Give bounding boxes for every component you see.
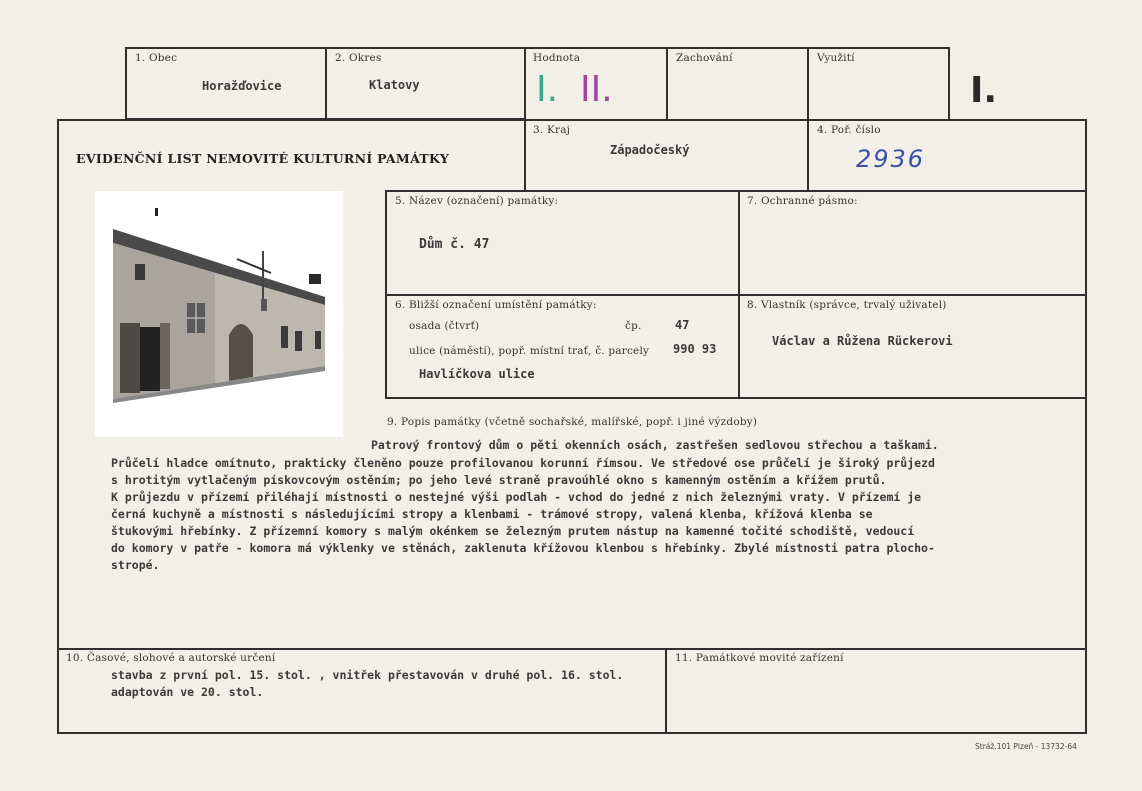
nazev-label: 5. Název (označení) památky: xyxy=(395,195,559,207)
por-cislo-value: 2936 xyxy=(856,145,926,173)
rule xyxy=(385,397,1085,399)
rule xyxy=(57,119,1087,121)
popis-label: 9. Popis památky (včetně sochařské, malířské, popř. i jiné výzdoby) xyxy=(387,416,758,428)
rule xyxy=(385,190,1085,192)
rule xyxy=(325,47,327,119)
rule xyxy=(524,119,526,191)
ochranne-pasmo-label: 7. Ochranné pásmo: xyxy=(747,195,858,207)
kraj-label: 3. Kraj xyxy=(533,124,571,136)
kraj-value: Západočeský xyxy=(610,143,690,157)
rule xyxy=(666,47,668,119)
por-cislo-label: 4. Poř. číslo xyxy=(817,124,881,136)
vlastnik-label: 8. Vlastník (správce, trvalý uživatel) xyxy=(747,299,947,311)
rule xyxy=(57,732,1087,734)
osada-label: osada (čtvrť) xyxy=(409,320,480,332)
popis-line: stropé. xyxy=(111,558,160,572)
popis-line: Patrový frontový dům o pěti okenních osách, zastřešen sedlovou střechou a taškami. xyxy=(371,438,939,452)
urceni-line: adaptován ve 20. stol. xyxy=(111,685,264,699)
popis-line: Průčelí hladce omítnuto, prakticky členěno pouze profilovanou korunní římsou. Ve středové ose průčelí je široký průjezd xyxy=(111,456,935,470)
popis-line: do komory v patře - komora má výklenky ve stěnách, zaklenuta křížovou klenbou s hřebínky. Zbylé místnosti patra plocho- xyxy=(111,541,935,555)
rule xyxy=(125,47,949,49)
obec-value: Horažďovice xyxy=(202,79,282,93)
rule xyxy=(385,294,1085,296)
hodnota-value-1: I. xyxy=(536,69,559,110)
movite-zarizeni-label: 11. Památkové movité zařízení xyxy=(675,652,844,664)
rule xyxy=(57,119,59,733)
corner-mark: I. xyxy=(970,70,998,111)
popis-line: černá kuchyně a místnosti s následujícími stropy a klenbami - trámové stropy, valená klenba, křížová klenba se xyxy=(111,507,873,521)
ulice-label: ulice (náměstí), popř. místní trať, č. parcely xyxy=(409,345,650,357)
zachovani-label: Zachování xyxy=(676,52,733,64)
cp-value: 47 xyxy=(675,318,690,332)
parcela-value: 990 93 xyxy=(673,342,717,356)
nazev-value: Dům č. 47 xyxy=(419,237,490,252)
rule xyxy=(807,119,809,191)
rule xyxy=(57,648,1087,650)
popis-line: s hrotitým vytlačeným pískovcovým ostěním; po jeho levé straně pravoúhlé okno s kamenným ostěním a křížem prutů. xyxy=(111,473,887,487)
print-footer: Stráž.101 Plzeň - 13732-64 xyxy=(975,742,1077,751)
page-title: EVIDENČNÍ LIST NEMOVITÉ KULTURNÍ PAMÁTKY xyxy=(76,151,450,166)
okres-label: 2. Okres xyxy=(335,52,382,64)
hodnota-value-2: II. xyxy=(580,69,613,110)
ulice-value: Havlíčkova ulice xyxy=(419,367,535,381)
vlastnik-value: Václav a Růžena Rückerovi xyxy=(772,334,953,348)
hodnota-label: Hodnota xyxy=(533,52,581,64)
rule xyxy=(948,47,950,119)
popis-line: K průjezdu v přízemí přiléhají místnosti o nestejné výši podlah - vchod do jedné z nich železnými vraty. V přízemí je xyxy=(111,490,922,504)
vyuziti-label: Využití xyxy=(817,52,855,64)
urceni-label: 10. Časové, slohové a autorské určení xyxy=(66,652,276,664)
rule xyxy=(125,47,127,119)
cp-label: čp. xyxy=(625,320,642,332)
umisteni-label: 6. Bližší označení umístění památky: xyxy=(395,299,597,311)
popis-line: štukovými hřebínky. Z přízemní komory s malým okénkem se železným prutem nástup na kamenné točité schodiště, vedoucí xyxy=(111,524,915,538)
building-photo xyxy=(95,191,343,437)
rule xyxy=(807,47,809,119)
urceni-line: stavba z první pol. 15. stol. , vnitřek přestavován v druhé pol. 16. stol. xyxy=(111,668,624,682)
rule xyxy=(524,47,526,119)
okres-value: Klatovy xyxy=(369,78,420,92)
building-photo-svg xyxy=(95,191,343,437)
rule xyxy=(1085,119,1087,733)
rule xyxy=(665,648,667,733)
obec-label: 1. Obec xyxy=(135,52,178,64)
